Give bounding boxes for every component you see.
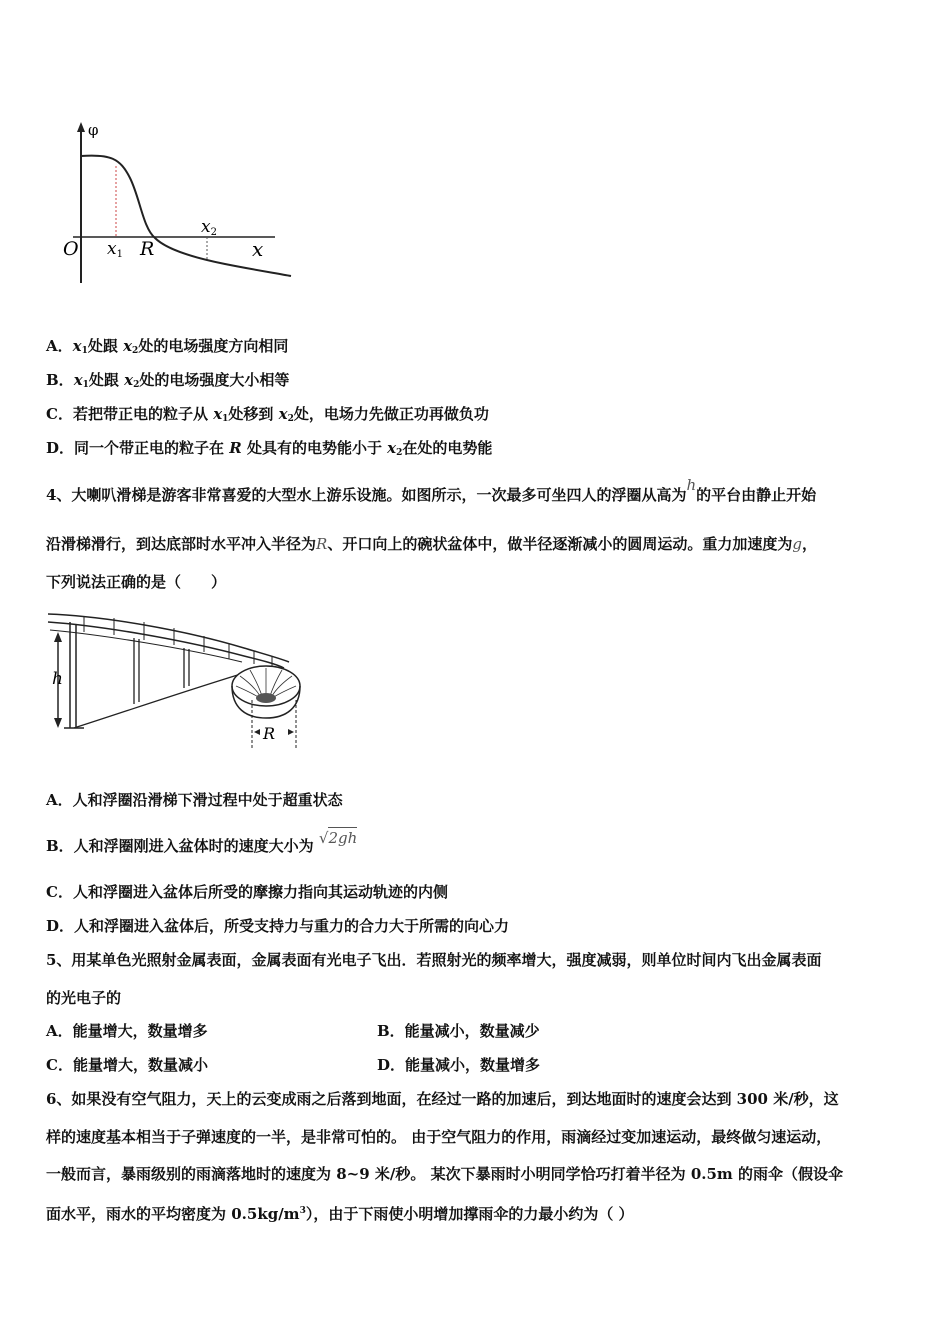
height-label: h: [52, 669, 63, 689]
support-legs: [134, 638, 189, 704]
q5-stem-line2: 的光电子的: [46, 989, 122, 1007]
tower: [64, 622, 84, 728]
q3-option-c: C．若把带正电的粒子从 $x_1$处移到 $x_2$处，电场力先做正功再做负功: [46, 405, 489, 424]
q4-option-c: C．人和浮圈进入盆体后所受的摩擦力指向其运动轨迹的内侧: [46, 883, 448, 901]
q4-stem-line3: 下列说法正确的是（ ）: [46, 573, 227, 591]
q4-option-a: A．人和浮圈沿滑梯下滑过程中处于超重状态: [46, 791, 343, 809]
q5-option-b: B．能量减小，数量减少: [377, 1022, 540, 1040]
r-label: R: [140, 238, 155, 260]
height-arrow-top: [54, 632, 62, 642]
q6-stem-line4: 面水平，雨水的平均密度为 $0.5kg/m^3$），由于下雨使小明增加撑雨伞的力最小约为（ ）: [46, 1205, 634, 1223]
q6-stem-line3: 一般而言，暴雨级别的雨滴落地时的速度为 8~9 米/秒。 某次下暴雨时小明同学恰巧打着半径为 0.5m 的雨伞（假设伞: [46, 1165, 844, 1183]
x1-label: x1: [107, 239, 123, 260]
phi-label: φ: [88, 121, 99, 139]
height-arrow-bottom: [54, 718, 62, 728]
q3-option-d: D．同一个带正电的粒子在 R 处具有的电势能小于 $x_2$在处的电势能: [46, 439, 493, 458]
slide-base: [74, 670, 254, 728]
radius-label: R: [263, 724, 276, 743]
origin-label: O: [63, 238, 79, 260]
q4-stem-line2: 沿滑梯滑行，到达底部时水平冲入半径为R、开口向上的碗状盆体中，做半径逐渐减小的圆周运动。重力加速度为g，: [46, 535, 817, 553]
phi-axis-arrow: [77, 122, 85, 132]
x2-label: x2: [201, 217, 217, 238]
sqrt-expression: √2gh: [318, 829, 358, 847]
q6-stem-line2: 样的速度基本相当于子弹速度的一半，是非常可怕的。 由于空气阻力的作用，雨滴经过变加速运动，最终做匀速运动，: [46, 1128, 832, 1146]
q4-option-b: B．人和浮圈刚进入盆体时的速度大小为 √2gh: [46, 829, 358, 855]
q3-option-a: A．$x_1$处跟 $x_2$处的电场强度方向相同: [46, 337, 289, 356]
q3-option-b: B．$x_1$处跟 $x_2$处的电场强度大小相等: [46, 371, 290, 390]
q5-stem-line1: 5、用某单色光照射金属表面，金属表面有光电子飞出．若照射光的频率增大，强度减弱，则单位时间内飞出金属表面: [46, 951, 822, 969]
q4-option-d: D．人和浮圈进入盆体后，所受支持力与重力的合力大于所需的向心力: [46, 917, 510, 935]
q5-option-a: A．能量增大，数量增多: [46, 1022, 208, 1040]
q6-stem-line1: 6、如果没有空气阻力，天上的云变成雨之后落到地面，在经过一路的加速后，到达地面时的速度会达到 300 米/秒，这: [46, 1090, 839, 1108]
q4-stem-line1: 4、大喇叭滑梯是游客非常喜爱的大型水上游乐设施。如图所示，一次最多可坐四人的浮圈从高为h的平台由静止开始: [46, 476, 817, 504]
x-axis-label: x: [252, 237, 264, 261]
q5-option-d: D．能量减小，数量增多: [377, 1056, 541, 1074]
horn-slide-figure: [44, 600, 306, 752]
potential-graph: [55, 118, 300, 288]
q5-option-c: C．能量增大，数量减小: [46, 1056, 208, 1074]
bowl-center: [256, 693, 276, 703]
